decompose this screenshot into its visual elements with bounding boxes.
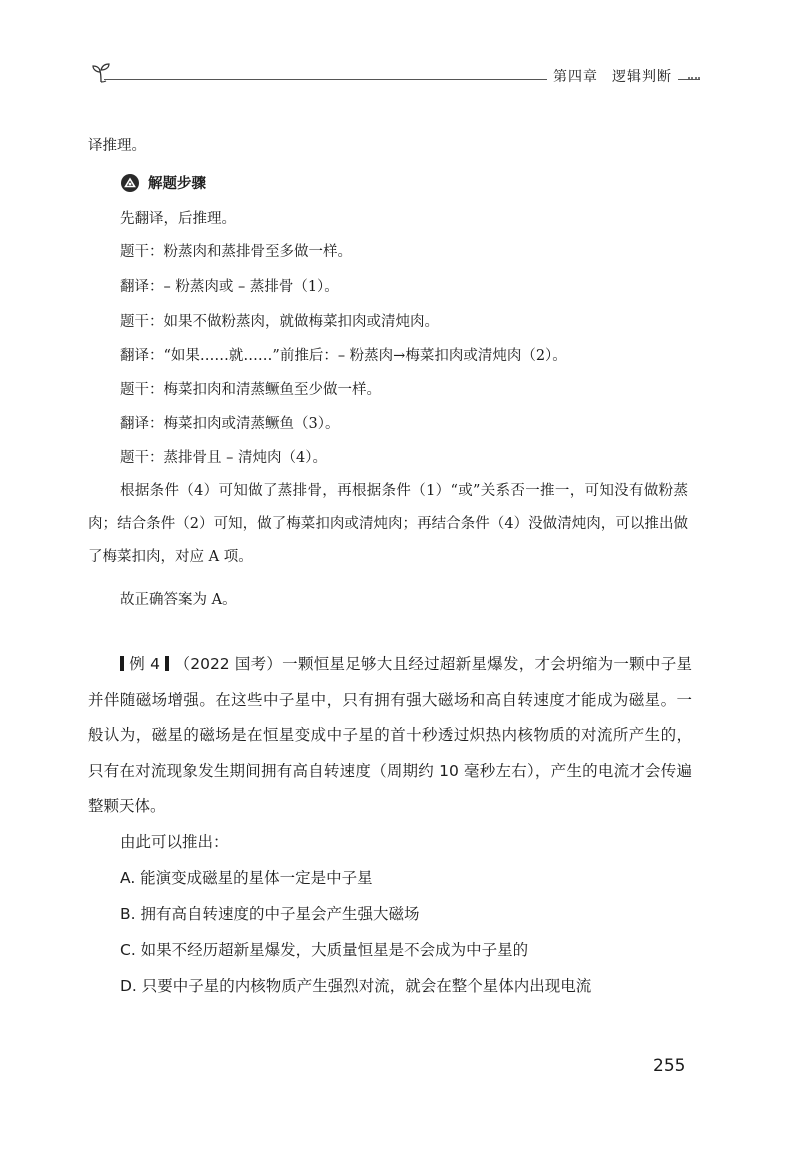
solution-line: 题干：梅菜扣肉和清蒸鳜鱼至少做一样。 <box>120 382 381 398</box>
reasoning-paragraph: 根据条件（4）可知做了蒸排骨，再根据条件（1）“或”关系否一推一，可知没有做粉蒸肉；结合条件（2）可知，做了梅菜扣肉或清炖肉；再结合条件（4）没做清炖肉，可以推出做了梅菜扣肉，对应 A 项。 <box>88 483 688 565</box>
page-number: 255 <box>653 1056 686 1076</box>
label-bar-left <box>120 656 124 671</box>
solution-heading-text: 解题步骤 <box>148 176 206 192</box>
example-body: （2022 国考）一颗恒星足够大且经过超新星爆发，才会坍缩为一颗中子星并伴随磁场增强。在这些中子星中，只有拥有强大磁场和高自转速度才能成为磁星。一般认为，磁星的磁场是在恒星变成中子星的首十秒透过炽热内核物质的对流所产生的，只有在对流现象发生期间拥有高自转速度（周期约 10 毫秒左右），产生的电流才会传遍整颗天体。 <box>88 655 692 815</box>
solution-badge-icon <box>120 173 140 193</box>
option-b: B. 拥有高自转速度的中子星会产生强大磁场 <box>120 905 420 923</box>
sprout-icon <box>90 62 112 84</box>
question-stem: 由此可以推出： <box>120 833 229 851</box>
option-a: A. 能演变成磁星的星体一定是中子星 <box>120 869 373 887</box>
running-header <box>90 60 700 90</box>
solution-line: 先翻译，后推理。 <box>120 211 236 227</box>
intro-tail: 译推理。 <box>88 138 146 154</box>
solution-line: 翻译：“如果……就……”前推后：– 粉蒸肉→梅菜扣肉或清炖肉（2）。 <box>120 348 567 364</box>
header-dotted-rule <box>688 77 700 79</box>
solution-line: 翻译：梅菜扣肉或清蒸鳜鱼（3）。 <box>120 416 340 432</box>
solution-line: 题干：蒸排骨且 – 清炖肉（4）。 <box>120 450 327 466</box>
option-d: D. 只要中子星的内核物质产生强烈对流，就会在整个星体内出现电流 <box>120 977 592 995</box>
label-bar-right <box>165 656 169 671</box>
solution-line: 题干：粉蒸肉和蒸排骨至多做一样。 <box>120 244 352 260</box>
solution-line: 题干：如果不做粉蒸肉，就做梅菜扣肉或清炖肉。 <box>120 314 439 330</box>
chapter-title <box>547 66 678 86</box>
chapter-name: 逻辑判断 <box>612 69 672 85</box>
chapter-number: 第四章 <box>553 69 598 85</box>
example-label: 例 4 <box>129 655 161 673</box>
example-paragraph <box>88 647 692 825</box>
solution-heading <box>120 172 206 193</box>
answer-line: 故正确答案为 A。 <box>120 592 237 608</box>
solution-line: 翻译：– 粉蒸肉或 – 蒸排骨（1）。 <box>120 279 339 295</box>
option-c: C. 如果不经历超新星爆发，大质量恒星是不会成为中子星的 <box>120 941 529 959</box>
